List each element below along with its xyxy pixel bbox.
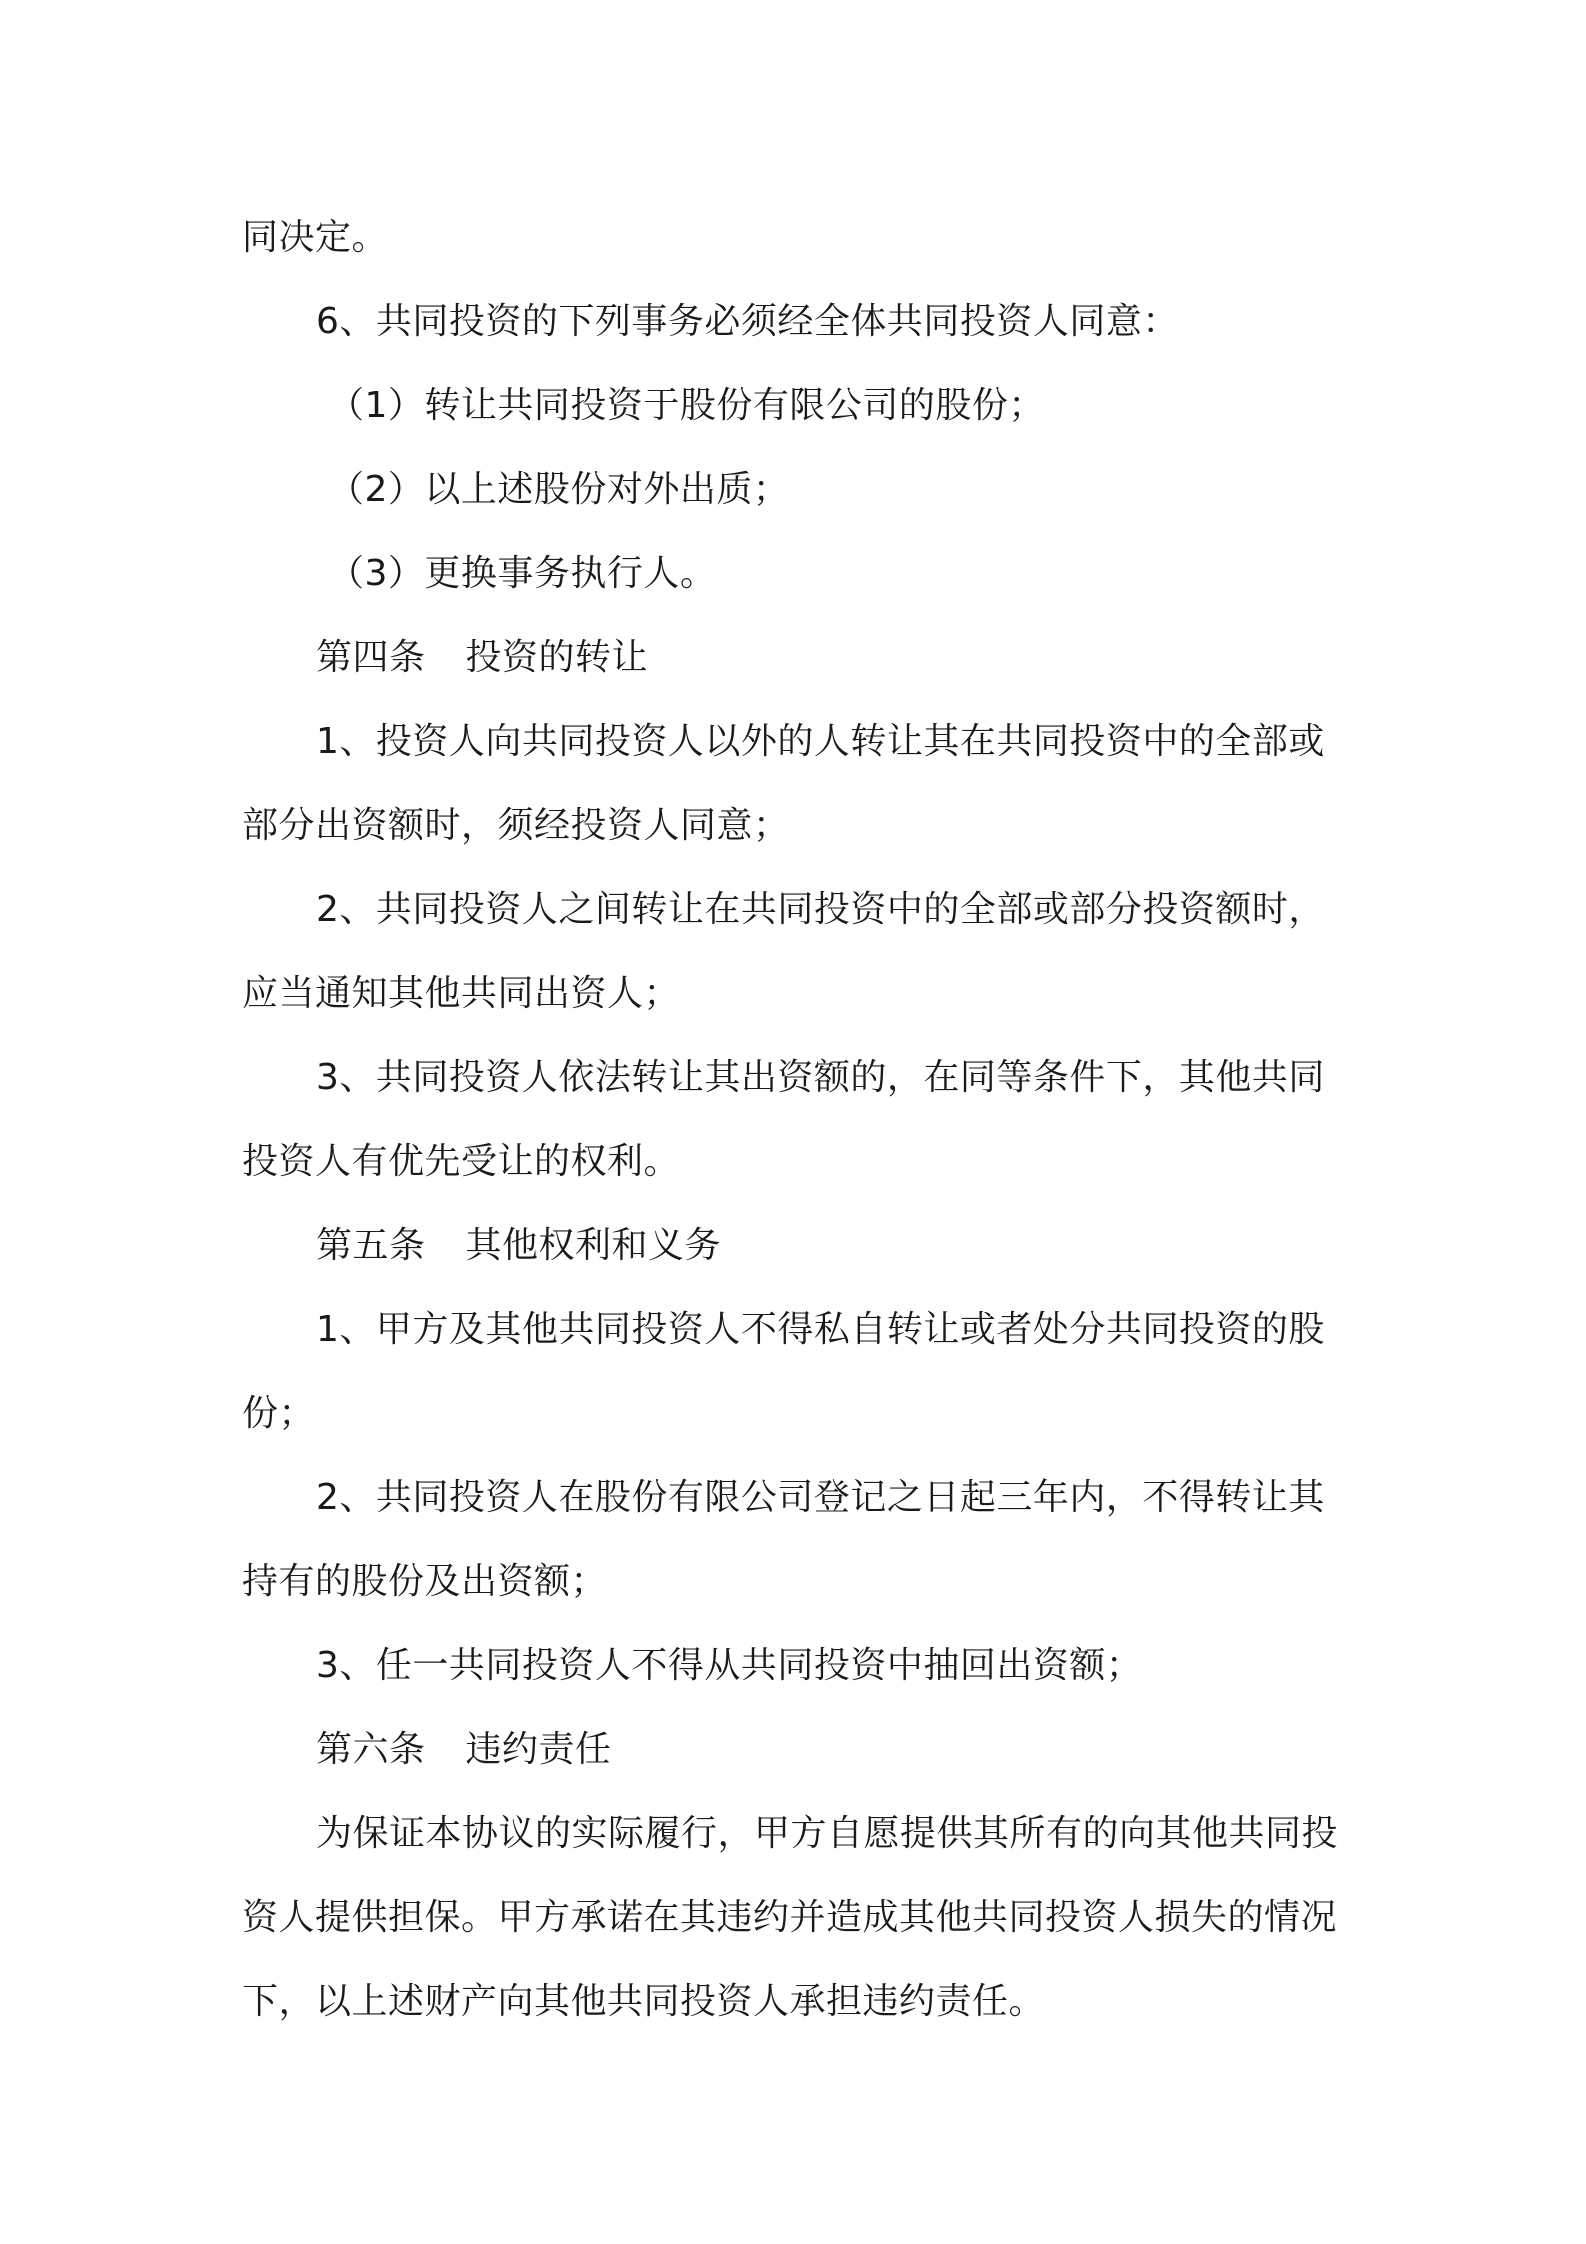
paragraph-line: 投资人有优先受让的权利。 — [242, 1141, 681, 1182]
article-heading — [242, 1204, 1356, 1288]
paragraph-line: 资人提供担保。甲方承诺在其违约并造成其他共同投资人损失的情况 — [242, 1897, 1338, 1938]
paragraph-line: 下，以上述财产向其他共同投资人承担违约责任。 — [242, 1981, 1046, 2022]
article-title: 违约责任 — [465, 1729, 612, 1770]
article-number: 第五条 — [316, 1225, 426, 1266]
paragraph-line: 部分出资额时，须经投资人同意； — [242, 805, 790, 846]
list-item: （3）更换事务执行人。 — [328, 553, 717, 594]
list-item: （1）转让共同投资于股份有限公司的股份； — [328, 385, 1045, 426]
article-heading — [242, 1708, 1356, 1792]
article-title: 投资的转让 — [465, 637, 649, 678]
paragraph-line: 份； — [242, 1393, 316, 1434]
article-heading — [242, 616, 1356, 700]
paragraph-line: 1、投资人向共同投资人以外的人转让其在共同投资中的全部或 — [316, 721, 1325, 762]
article-number: 第四条 — [316, 637, 426, 678]
article-title: 其他权利和义务 — [465, 1225, 722, 1266]
paragraph-line: 持有的股份及出资额； — [242, 1561, 608, 1602]
list-item: （2）以上述股份对外出质； — [328, 469, 790, 510]
paragraph-line: 应当通知其他共同出资人； — [242, 973, 681, 1014]
paragraph-line: 6、共同投资的下列事务必须经全体共同投资人同意： — [316, 301, 1179, 342]
article-number: 第六条 — [316, 1729, 426, 1770]
paragraph-line: 1、甲方及其他共同投资人不得私自转让或者处分共同投资的股 — [316, 1309, 1325, 1350]
paragraph-line: 2、共同投资人之间转让在共同投资中的全部或部分投资额时， — [316, 889, 1325, 930]
paragraph-line: 3、共同投资人依法转让其出资额的，在同等条件下，其他共同 — [316, 1057, 1325, 1098]
paragraph-line: 同决定。 — [242, 217, 389, 258]
document-body — [242, 196, 1356, 2044]
paragraph-line: 3、任一共同投资人不得从共同投资中抽回出资额； — [316, 1645, 1143, 1686]
paragraph-line: 2、共同投资人在股份有限公司登记之日起三年内，不得转让其 — [316, 1477, 1325, 1518]
paragraph-line: 为保证本协议的实际履行，甲方自愿提供其所有的向其他共同投 — [316, 1813, 1339, 1854]
